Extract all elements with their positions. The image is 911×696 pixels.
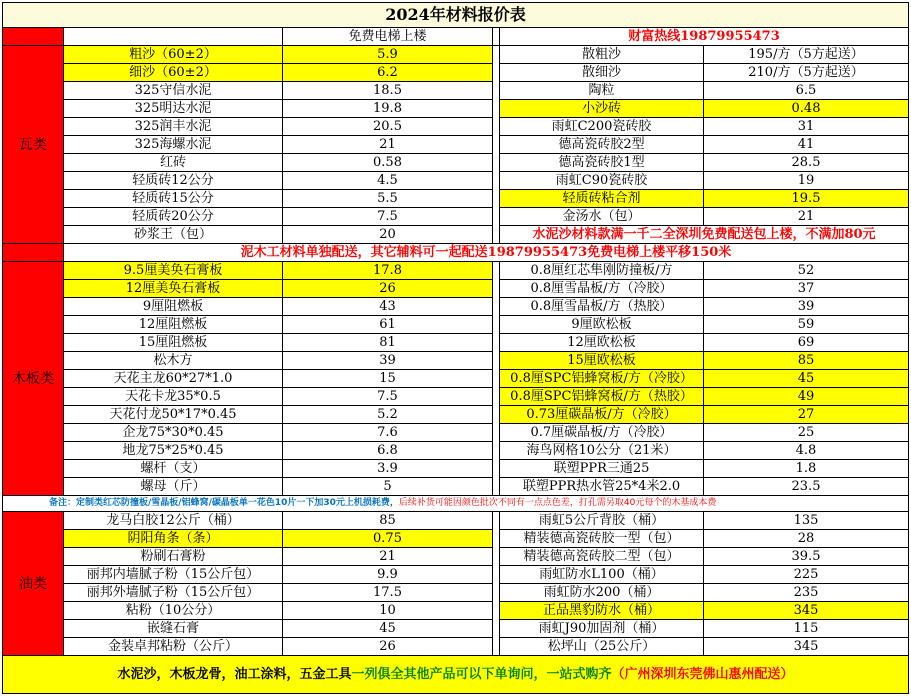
right-item-price: 59: [704, 316, 909, 334]
right-item-price: 52: [704, 262, 909, 280]
column-separator: [493, 262, 500, 496]
right-item-name: 德高瓷砖胶1型: [500, 154, 704, 172]
right-item-name: 松坪山（25公斤）: [500, 638, 704, 656]
right-item-name: 0.8厘红芯隼刚防撞板/方: [500, 262, 704, 280]
category-wood: 木板类: [2, 262, 64, 496]
left-item-name: 粗沙（60±2）: [64, 46, 283, 64]
left-item-name: 12厘美奂石膏板: [64, 280, 283, 298]
left-item-price: 15: [283, 370, 493, 388]
sheet-title: 2024年材料报价表: [2, 2, 909, 28]
left-item-name: 螺杆（支）: [64, 460, 283, 478]
right-item-name: 0.7厘碳晶板/方（冷胶）: [500, 424, 704, 442]
left-item-name: 粘粉（10公分）: [64, 602, 283, 620]
right-item-price: 28.5: [704, 154, 909, 172]
category-tile: 瓦类: [2, 46, 64, 244]
delivery-note: 水泥沙材料款满一千二全深圳免费配送包上楼，不满加80元: [500, 226, 909, 244]
left-item-name: 红砖: [64, 154, 283, 172]
right-item-price: 115: [704, 620, 909, 638]
right-item-name: 联塑PPR三通25: [500, 460, 704, 478]
right-item-price: 49: [704, 388, 909, 406]
left-item-price: 19.8: [283, 100, 493, 118]
right-item-name: 陶粒: [500, 82, 704, 100]
left-item-name: 粉刷石膏粉: [64, 548, 283, 566]
left-item-name: 12厘阻燃板: [64, 316, 283, 334]
left-item-name: 9.5厘美奂石膏板: [64, 262, 283, 280]
left-item-price: 85: [283, 512, 493, 530]
header-delivery: 免费电梯上楼: [283, 28, 493, 46]
right-item-price: 345: [704, 638, 909, 656]
right-item-name: 轻质砖粘合剂: [500, 190, 704, 208]
right-item-name: 小沙砖: [500, 100, 704, 118]
right-item-price: 23.5: [704, 478, 909, 496]
left-item-price: 4.5: [283, 172, 493, 190]
right-item-price: 25: [704, 424, 909, 442]
left-item-price: 5.9: [283, 46, 493, 64]
left-item-name: 企龙75*30*0.45: [64, 424, 283, 442]
right-item-name: 9厘欧松板: [500, 316, 704, 334]
left-item-name: 螺母（斤）: [64, 478, 283, 496]
left-item-name: 阴阳角条（条）: [64, 530, 283, 548]
left-item-price: 26: [283, 638, 493, 656]
left-item-name: 天花主龙60*27*1.0: [64, 370, 283, 388]
right-item-price: 6.5: [704, 82, 909, 100]
delivery-banner: 泥木工材料单独配送，其它辅料可一起配送19879955473免费电梯上楼平移150米: [64, 244, 909, 262]
header-blank-left: [64, 28, 283, 46]
left-item-price: 9.9: [283, 566, 493, 584]
left-item-name: 龙马白胶12公斤（桶）: [64, 512, 283, 530]
left-item-name: 地龙75*25*0.45: [64, 442, 283, 460]
right-item-name: 0.8厘SPC铝蜂窝板/方（热胶）: [500, 388, 704, 406]
left-item-name: 金装卓邦粘粉（公斤）: [64, 638, 283, 656]
left-item-name: 丽邦外墙腻子粉（15公斤包）: [64, 584, 283, 602]
left-item-name: 砂浆王（包）: [64, 226, 283, 244]
left-item-price: 17.8: [283, 262, 493, 280]
footer-banner: [2, 656, 909, 694]
right-item-price: 41: [704, 136, 909, 154]
left-item-price: 5.2: [283, 406, 493, 424]
right-item-price: 27: [704, 406, 909, 424]
right-item-price: 85: [704, 352, 909, 370]
left-item-name: 细沙（60±2）: [64, 64, 283, 82]
left-item-price: 6.2: [283, 64, 493, 82]
left-item-price: 0.58: [283, 154, 493, 172]
right-item-price: 39: [704, 298, 909, 316]
left-item-price: 20.5: [283, 118, 493, 136]
right-item-name: 散细沙: [500, 64, 704, 82]
remark-right: 后续补货可能因颜色批次不同有一点点色差，打孔需另取40元每个的木基成本费: [398, 498, 717, 508]
banner-cat-blank: [2, 244, 64, 262]
right-item-name: 12厘欧松板: [500, 334, 704, 352]
right-item-name: 散粗沙: [500, 46, 704, 64]
right-item-price: 19.5: [704, 190, 909, 208]
right-item-price: 39.5: [704, 548, 909, 566]
left-item-price: 10: [283, 602, 493, 620]
left-item-price: 20: [283, 226, 493, 244]
left-item-price: 21: [283, 548, 493, 566]
left-item-name: 丽邦内墙腻子粉（15公斤包）: [64, 566, 283, 584]
right-item-name: 0.8厘雪晶板/方（热胶）: [500, 298, 704, 316]
right-item-name: 正品黑豹防水（桶）: [500, 602, 704, 620]
right-item-name: 雨虹C200瓷砖胶: [500, 118, 704, 136]
right-item-price: 195/方（5方起送）: [704, 46, 909, 64]
right-item-price: 1.8: [704, 460, 909, 478]
left-item-name: 轻质砖12公分: [64, 172, 283, 190]
right-item-price: 45: [704, 370, 909, 388]
right-item-name: 雨虹C90瓷砖胶: [500, 172, 704, 190]
left-item-name: 轻质砖20公分: [64, 208, 283, 226]
left-item-name: 天花卡龙35*0.5: [64, 388, 283, 406]
left-item-name: 松木方: [64, 352, 283, 370]
left-item-price: 7.6: [283, 424, 493, 442]
left-item-price: 26: [283, 280, 493, 298]
left-item-price: 6.8: [283, 442, 493, 460]
right-item-price: 135: [704, 512, 909, 530]
right-item-name: 0.73厘碳晶板/方（冷胶）: [500, 406, 704, 424]
left-item-price: 7.5: [283, 208, 493, 226]
left-item-name: 天花付龙50*17*0.45: [64, 406, 283, 424]
right-item-price: 37: [704, 280, 909, 298]
right-item-price: 4.8: [704, 442, 909, 460]
footer-part2: 一列俱全其他产品可以下单询问，一站式购齐: [351, 667, 612, 682]
left-item-name: 15厘阻燃板: [64, 334, 283, 352]
footer-part3: （广州深圳东莞佛山惠州配送）: [611, 667, 794, 682]
footer-part1: 水泥沙，木板龙骨，油工涂料，五金工具: [117, 667, 352, 682]
right-item-price: 28: [704, 530, 909, 548]
right-item-name: 15厘欧松板: [500, 352, 704, 370]
right-item-name: 精装德高瓷砖胶二型（包）: [500, 548, 704, 566]
left-item-price: 43: [283, 298, 493, 316]
right-item-name: 0.8厘雪晶板/方（冷胶）: [500, 280, 704, 298]
right-item-name: 联塑PPR热水管25*4米2.0: [500, 478, 704, 496]
right-item-price: 69: [704, 334, 909, 352]
right-item-name: 金汤水（包）: [500, 208, 704, 226]
right-item-price: 225: [704, 566, 909, 584]
left-item-name: 嵌缝石膏: [64, 620, 283, 638]
column-separator: [493, 28, 500, 46]
left-item-name: 325明达水泥: [64, 100, 283, 118]
right-item-name: 海鸟网格10公分（21米）: [500, 442, 704, 460]
left-item-price: 3.9: [283, 460, 493, 478]
left-item-name: 325润丰水泥: [64, 118, 283, 136]
left-item-price: 81: [283, 334, 493, 352]
right-item-name: 德高瓷砖胶2型: [500, 136, 704, 154]
right-item-price: 210/方（5方起送）: [704, 64, 909, 82]
right-item-price: 235: [704, 584, 909, 602]
left-item-price: 18.5: [283, 82, 493, 100]
right-item-name: 雨虹J90加固剂（桶）: [500, 620, 704, 638]
left-item-price: 7.5: [283, 388, 493, 406]
header-blank-cat: [2, 28, 64, 46]
left-item-price: 5.5: [283, 190, 493, 208]
column-separator: [493, 512, 500, 656]
left-item-name: 325海螺水泥: [64, 136, 283, 154]
remark-left: 备注：定制类红芯防撞板/雪晶板/铝蜂窝/碳晶板单一花色10片一下加30元上机损耗费，: [49, 498, 399, 508]
left-item-price: 39: [283, 352, 493, 370]
left-item-name: 轻质砖15公分: [64, 190, 283, 208]
left-item-price: 17.5: [283, 584, 493, 602]
right-item-name: 精装德高瓷砖胶一型（包）: [500, 530, 704, 548]
category-paint: 油类: [2, 512, 64, 656]
right-item-price: 21: [704, 208, 909, 226]
right-item-price: 19: [704, 172, 909, 190]
right-item-name: 雨虹5公斤背胶（桶）: [500, 512, 704, 530]
header-hotline: 财富热线19879955473: [500, 28, 909, 46]
left-item-name: 9厘阻燃板: [64, 298, 283, 316]
left-item-price: 61: [283, 316, 493, 334]
left-item-price: 21: [283, 136, 493, 154]
right-item-name: 雨虹防水200（桶）: [500, 584, 704, 602]
right-item-price: 31: [704, 118, 909, 136]
column-separator: [493, 46, 500, 244]
right-item-name: 0.8厘SPC铝蜂窝板/方（冷胶）: [500, 370, 704, 388]
left-item-name: 325守信水泥: [64, 82, 283, 100]
remark-row: [2, 496, 909, 512]
right-item-price: 0.48: [704, 100, 909, 118]
right-item-price: 345: [704, 602, 909, 620]
left-item-price: 0.75: [283, 530, 493, 548]
right-item-name: 雨虹防水L100（桶）: [500, 566, 704, 584]
left-item-price: 45: [283, 620, 493, 638]
left-item-price: 5: [283, 478, 493, 496]
